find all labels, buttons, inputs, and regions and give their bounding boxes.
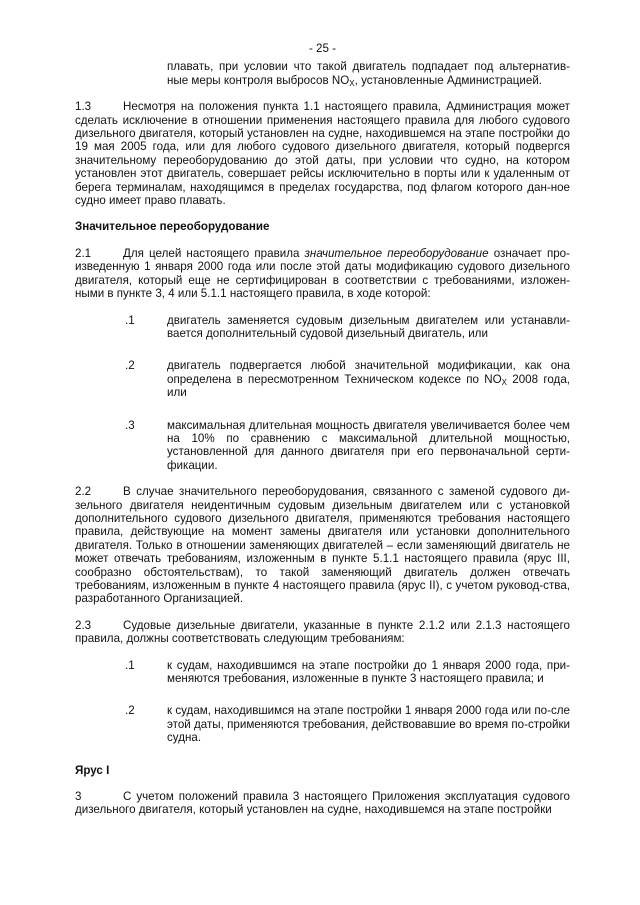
paragraph-2-2: 2.2 В случае значительного переоборудования, связанного с заменой судового ди-зельного двигателя неидентичным судовым дизельным двигателем или с установкой дополнительного судового дизельного двигателя, применяются требования настоящего правила, действующие на момент замены двигателя или установки дополнительного двигателя. Только в отношении заменяющих двигателей – если заменяющий двигатель не может отвечать требованиям, изложенным в пункте 5.1.1 настоящего правила (ярус III, сообразно обстоятельствам), то такой заменяющий двигатель должен отвечать требованиям, изложенным в пункте 4 настоящего правила (ярус II), с учетом руковод-ства, разработанного Организацией. xyxy=(75,485,570,606)
intro-paragraph: плавать, при условии что такой двигатель подпадает под альтернатив-ные меры контроля выбросов $NO_X$, установленные Администрацией. xyxy=(167,60,570,88)
page-number: - 25 - xyxy=(308,42,337,55)
section-heading-tier-1: Ярус I xyxy=(75,763,110,777)
paragraph-1-3: 1.3 Несмотря на положения пункта 1.1 настоящего правила, Администрация может сделать исключение в отношении применения настоящего правила для любого судового дизельного двигателя, который установлен на судне, находившемся на этапе постройки до 19 мая 2005 года, или для любого судового дизельного двигателя, который подвергся значительному переоборудованию до этой даты, при условии что судно, на котором установлен этот двигатель, совершает рейсы исключительно в порты или к удаленным от берега терминалам, находящимся в пределах государства, под флагом которого дан-ное судно имеет право плавать. xyxy=(75,100,570,208)
paragraph-2-3: 2.3 Судовые дизельные двигатели, указанные в пункте 2.1.2 или 2.1.3 настоящего правила, должны соответствовать следующим требованиям: xyxy=(75,618,570,646)
section-heading-major-conversion: Значительное переоборудование xyxy=(75,220,270,234)
paragraph-number: 2.1 xyxy=(75,246,92,260)
paragraph-number: 1.3 xyxy=(75,100,92,114)
document-page xyxy=(75,42,570,817)
paragraph-number: 3 xyxy=(75,790,82,804)
paragraph-2-1: 2.1 Для целей настоящего правила значительное переоборудование означает про-изведенную 1 января 2000 года или после этой даты модификацию судового дизельного двигателя, который еще не сертифицирован в соответствии с требованиями, изложен-ными в пункте 3, 4 или 5.1.1 настоящего правила, в ходе которой: xyxy=(75,246,570,301)
paragraph-3: 3 С учетом положений правила 3 настоящего Приложения эксплуатация судового дизельного двигателя, который установлен на судне, находившемся на этапе постройки xyxy=(75,790,570,817)
list-item-2-3-2: .2 к судам, находившимся на этапе постройки 1 января 2000 года или по-сле этой даты, применяются требования, действовавшие во время по-стройки судна. xyxy=(125,704,570,745)
list-item-2-1-1: .1 двигатель заменяется судовым дизельным двигателем или устанавли-вается дополнительный судовой дизельный двигатель, или xyxy=(125,313,570,340)
list-item-2-1-2: .2 двигатель подвергается любой значительной модификации, как она определена в пересмотренном Техническом кодексе по $NO_X$ 2008 года, или xyxy=(125,359,570,400)
paragraph-number: 2.3 xyxy=(75,618,92,632)
paragraph-number: 2.2 xyxy=(75,485,92,499)
list-item-2-3-1: .1 к судам, находившимся на этапе постройки до 1 января 2000 года, при-меняются требования, изложенные в пункте 3 настоящего правила; и xyxy=(125,658,570,686)
list-item-2-1-3: .3 максимальная длительная мощность двигателя увеличивается более чем на 10% по сравнению с максимальной длительной мощностью, установленной для данного двигателя при его первоначальной серти-фикации. xyxy=(125,418,570,472)
